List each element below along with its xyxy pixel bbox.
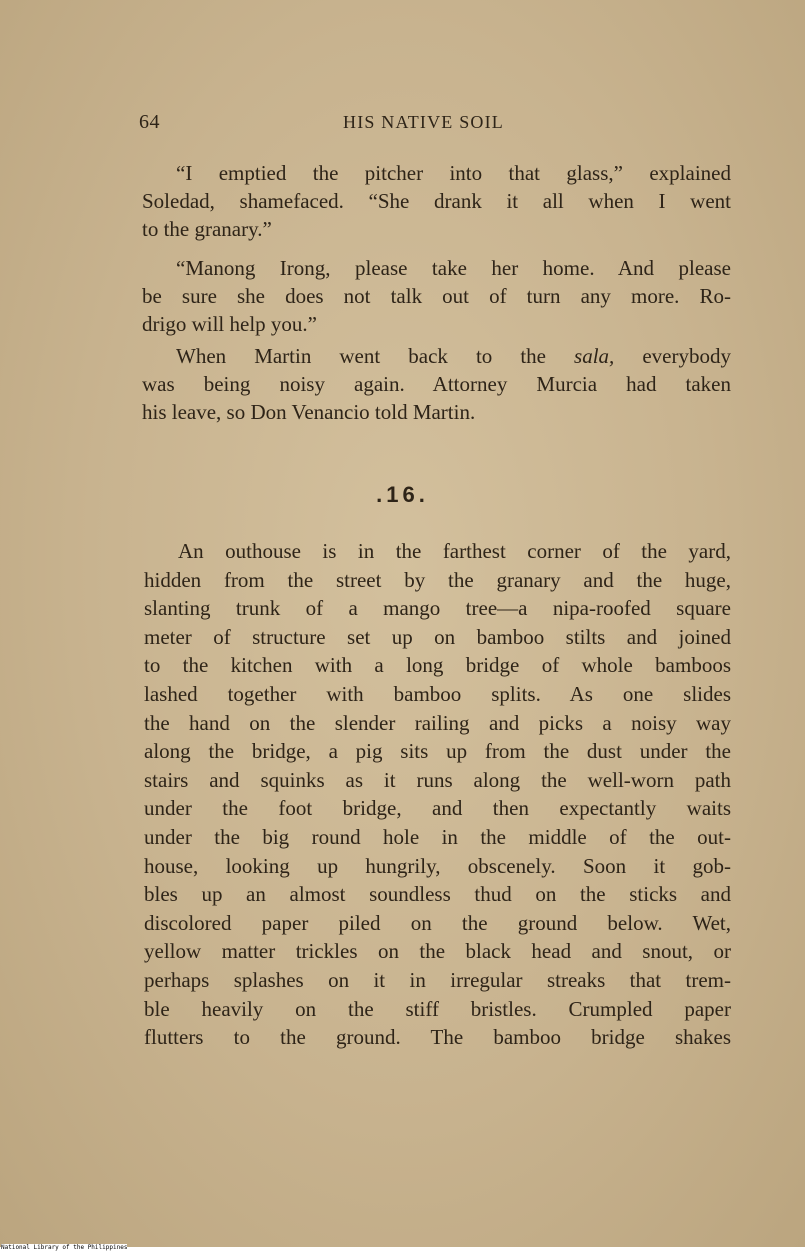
paragraph: [142, 254, 731, 338]
section-paragraph: [144, 537, 731, 1052]
text-line: be sure she does not talk out of turn any more. Ro-: [142, 284, 731, 308]
text-line: yellow matter trickles on the black head and snout, or: [144, 939, 731, 964]
section-number: .16.: [376, 482, 429, 507]
footer-credit: National Library of the Philippines: [1, 1244, 128, 1251]
text-line: house, looking up hungrily, obscenely. Soon it gob-: [144, 853, 731, 878]
text-line: stairs and squinks as it runs along the well-worn path: [144, 767, 731, 792]
text-line: perhaps splashes on it in irregular streaks that trem-: [144, 967, 731, 992]
paragraph: [142, 342, 731, 426]
text-line: discolored paper piled on the ground below. Wet,: [144, 910, 731, 935]
text-line: “Manong Irong, please take her home. And please: [176, 256, 731, 280]
running-head: HIS NATIVE SOIL: [343, 112, 504, 132]
text-line: the hand on the slender railing and picks a noisy way: [144, 710, 731, 735]
page-number: 64: [139, 111, 160, 133]
text-line: under the big round hole in the middle of the out-: [144, 824, 731, 849]
text-line: “I emptied the pitcher into that glass,” explained: [176, 161, 731, 185]
text-line: slanting trunk of a mango tree—a nipa-roofed square: [144, 596, 731, 621]
text-line: An outhouse is in the farthest corner of the yard,: [178, 539, 731, 563]
text-line: drigo will help you.”: [142, 312, 317, 336]
text-line: was being noisy again. Attorney Murcia had taken: [142, 372, 731, 396]
text-line: ble heavily on the stiff bristles. Crumpled paper: [144, 996, 731, 1021]
text-line: along the bridge, a pig sits up from the dust under the: [144, 739, 731, 764]
text-line: lashed together with bamboo splits. As one slides: [144, 681, 731, 706]
text-segment: When Martin went back to the: [176, 344, 575, 368]
text-segment: everybody: [614, 344, 731, 368]
text-line: [142, 342, 731, 370]
text-line: his leave, so Don Venancio told Martin.: [142, 400, 476, 424]
text-line: meter of structure set up on bamboo stilts and joined: [144, 624, 731, 649]
text-line: bles up an almost soundless thud on the sticks and: [144, 882, 731, 907]
text-line: Soledad, shamefaced. “She drank it all when I went: [142, 189, 731, 213]
text-line: to the granary.”: [142, 217, 272, 241]
text-line: hidden from the street by the granary and the huge,: [144, 567, 731, 592]
text-line: under the foot bridge, and then expectantly waits: [144, 796, 731, 821]
paragraph: [142, 159, 731, 243]
text-line: flutters to the ground. The bamboo bridge shakes: [144, 1025, 731, 1050]
text-line: to the kitchen with a long bridge of whole bamboos: [144, 653, 731, 678]
italic-word: sala,: [574, 344, 615, 368]
